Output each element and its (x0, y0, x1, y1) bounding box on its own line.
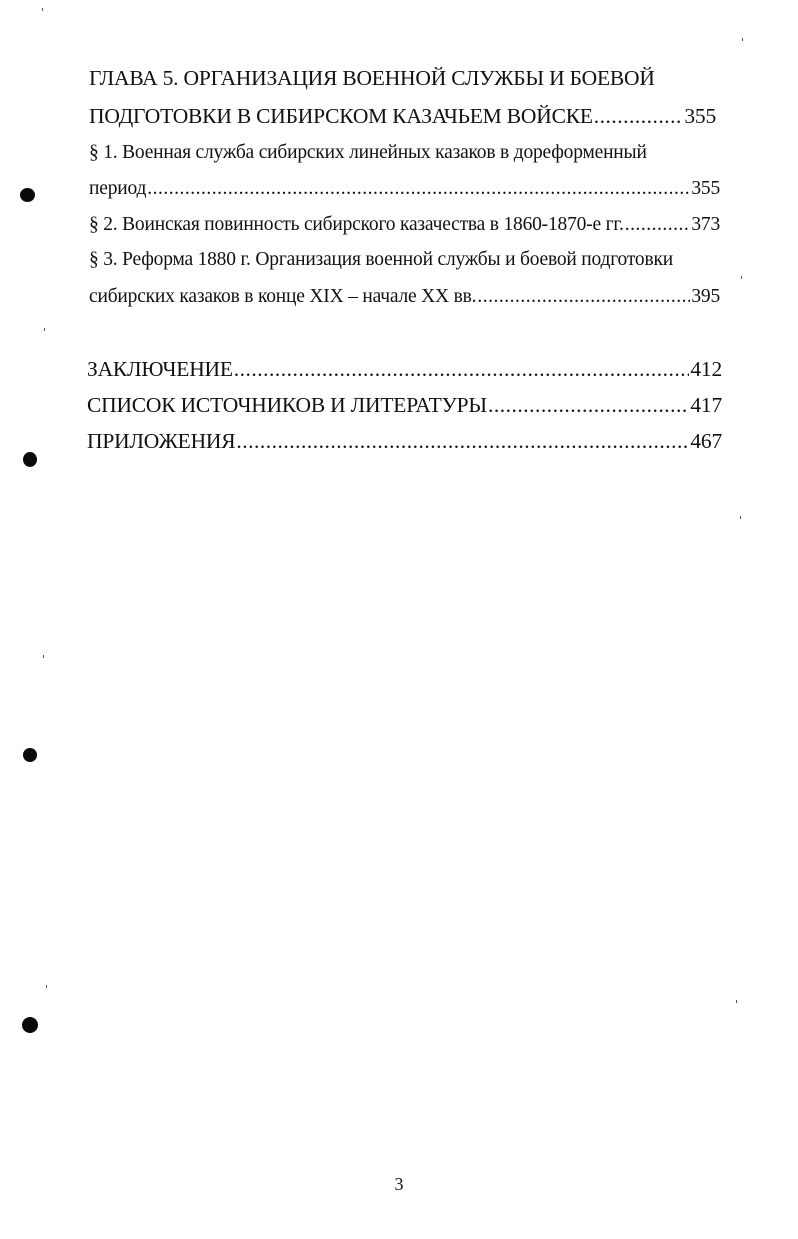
section-3-title-line2: сибирских казаков в конце XIX – начале XX вв. (89, 286, 477, 307)
scan-speck (736, 1000, 737, 1003)
toc-entry-sources (87, 393, 722, 418)
dot-leader (625, 214, 691, 236)
toc-entry-appendices (87, 429, 722, 454)
toc-entry-section-2 (89, 214, 720, 236)
toc-page-number: 417 (690, 393, 722, 417)
toc-page-number: 395 (691, 286, 720, 307)
punch-hole (23, 452, 37, 467)
scan-speck (43, 655, 44, 658)
dot-leader (234, 357, 690, 382)
toc-entry-chapter-5 (89, 104, 716, 129)
scan-speck (42, 8, 43, 11)
conclusion-label: ЗАКЛЮЧЕНИЕ (87, 357, 233, 381)
punch-hole (23, 748, 37, 762)
dot-leader (477, 286, 690, 308)
toc-page-number: 355 (691, 178, 720, 199)
scan-speck (44, 328, 45, 331)
section-2-title: § 2. Воинская повинность сибирского казачества в 1860-1870-е гг. (89, 214, 624, 235)
section-1-title-line1: § 1. Военная служба сибирских линейных казаков в дореформенный (89, 142, 647, 163)
dot-leader (236, 429, 689, 454)
dot-leader (488, 393, 689, 418)
dot-leader (147, 178, 690, 200)
toc-entry-section-1 (89, 178, 720, 200)
punch-hole (20, 188, 35, 202)
toc-page-number: 373 (691, 214, 720, 235)
toc-page-number: 467 (690, 429, 722, 453)
scan-speck (740, 516, 741, 519)
punch-hole (22, 1017, 38, 1033)
chapter-5-title-line1: ГЛАВА 5. ОРГАНИЗАЦИЯ ВОЕННОЙ СЛУЖБЫ И БОЕВОЙ (89, 66, 655, 90)
toc-page-number: 412 (690, 357, 722, 381)
toc-entry-section-3 (89, 286, 720, 308)
scan-speck (46, 985, 47, 988)
appendices-label: ПРИЛОЖЕНИЯ (87, 429, 236, 453)
scan-speck (742, 38, 743, 41)
section-1-title-line2: период (89, 178, 147, 199)
dot-leader (594, 104, 684, 129)
chapter-5-title-line2: ПОДГОТОВКИ В СИБИРСКОМ КАЗАЧЬЕМ ВОЙСКЕ (89, 104, 593, 128)
section-3-title-line1: § 3. Реформа 1880 г. Организация военной службы и боевой подготовки (89, 249, 673, 270)
toc-entry-conclusion (87, 357, 722, 382)
page-number: 3 (394, 1174, 404, 1194)
sources-label: СПИСОК ИСТОЧНИКОВ И ЛИТЕРАТУРЫ (87, 393, 487, 417)
toc-page-number: 355 (684, 104, 716, 128)
scan-speck (741, 276, 742, 279)
